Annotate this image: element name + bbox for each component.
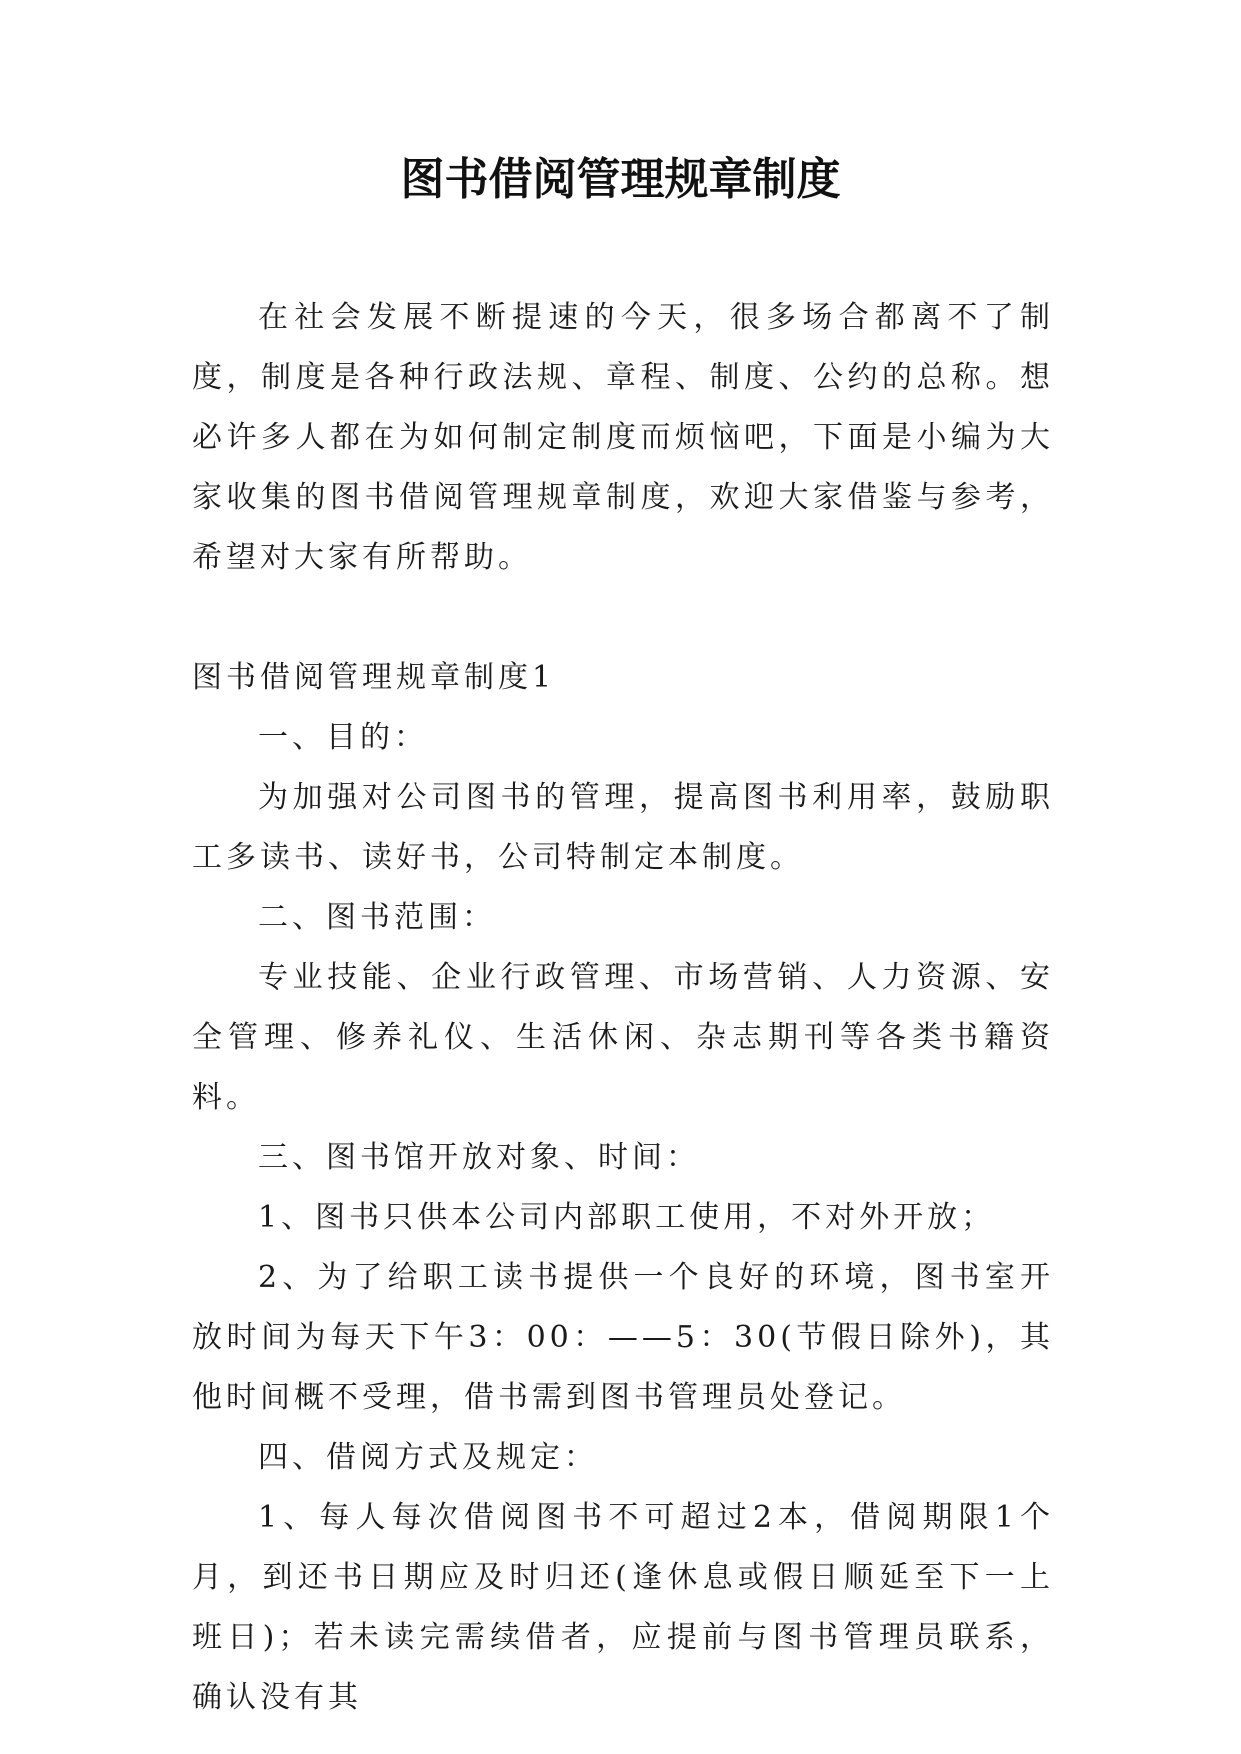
heading-opening-hours: 三、图书馆开放对象、时间： (258, 1140, 700, 1175)
heading-book-scope: 二、图书范围： (258, 900, 496, 935)
opening-rule-2: 2、为了给职工读书提供一个良好的环境，图书室开放时间为每天下午3：00：——5：30(节假日除外)，其他时间概不受理，借书需到图书管理员处登记。 (192, 1260, 1054, 1415)
purpose-paragraph: 为加强对公司图书的管理，提高图书利用率，鼓励职工多读书、读好书，公司特制定本制度。 (192, 780, 1054, 875)
borrowing-rule-1: 1、每人每次借阅图书不可超过2本，借阅期限1个月，到还书日期应及时归还(逢休息或假日顺延至下一上班日)；若未读完需续借者，应提前与图书管理员联系，确认没有其 (192, 1500, 1054, 1715)
book-scope-paragraph: 专业技能、企业行政管理、市场营销、人力资源、安全管理、修养礼仪、生活休闲、杂志期刊等各类书籍资料。 (192, 960, 1054, 1115)
paragraph-spacer (192, 588, 1054, 648)
intro-paragraph: 在社会发展不断提速的今天，很多场合都离不了制度，制度是各种行政法规、章程、制度、公约的总称。想必许多人都在为如何制定制度而烦恼吧，下面是小编为大家收集的图书借阅管理规章制度，欢迎大家借鉴与参考，希望对大家有所帮助。 (192, 300, 1054, 575)
opening-rule-1: 1、图书只供本公司内部职工使用，不对外开放； (258, 1200, 996, 1235)
section-heading: 图书借阅管理规章制度1 (192, 660, 556, 695)
heading-borrowing-rules: 四、借阅方式及规定： (258, 1440, 598, 1475)
document-title: 图书借阅管理规章制度 (400, 154, 841, 205)
heading-purpose: 一、目的： (258, 720, 428, 755)
document-body (192, 288, 1054, 1728)
